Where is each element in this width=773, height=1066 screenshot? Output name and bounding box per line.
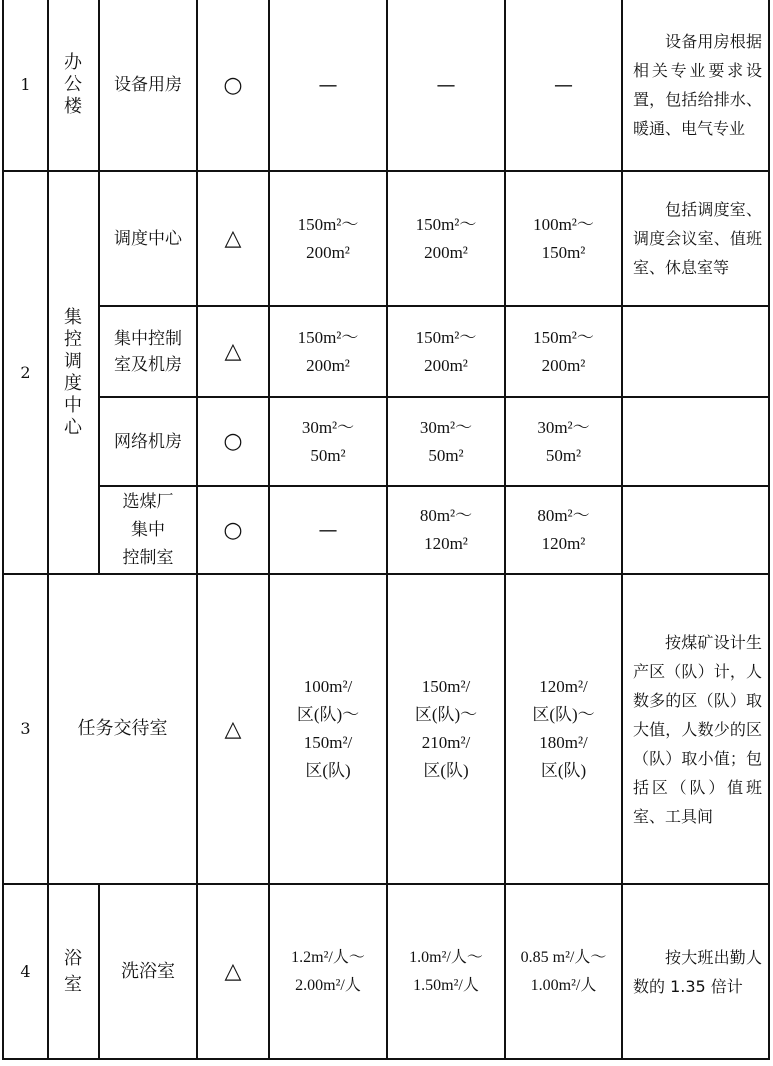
- area-value: 150m²～ 200m²: [533, 327, 594, 375]
- triangle-symbol: △: [224, 226, 242, 251]
- row-number: 2: [20, 362, 31, 382]
- room-name: 设备用房: [114, 75, 182, 95]
- area-value: 1.0m²/人～ 1.50m²/人: [409, 948, 483, 994]
- remark: 包括调度室、调度会议室、值班室、休息室等: [633, 200, 762, 277]
- area-value: 150m²～ 200m²: [415, 327, 477, 375]
- area-value: —: [318, 519, 338, 541]
- area-value: 30m²～ 50m²: [537, 417, 590, 465]
- room-name: 任务交待室: [77, 718, 168, 739]
- remark: 按煤矿设计生产区（队）计，人数多的区（队）取大值，人数少的区（队）取小值；包括区（队）值班室、工具间: [633, 632, 762, 826]
- room-name: 选煤厂 集中 控制室: [122, 492, 174, 568]
- area-value: —: [436, 74, 456, 96]
- room-name: 调度中心: [114, 228, 182, 249]
- area-value: 150m²～ 200m²: [297, 214, 359, 262]
- area-value: 150m²～ 200m²: [297, 327, 359, 375]
- grid-line: [768, 0, 770, 1060]
- room-name: 洗浴室: [121, 960, 175, 982]
- room-name: 网络机房: [114, 431, 182, 452]
- area-value: —: [318, 74, 338, 96]
- category-label: 浴 室: [64, 947, 82, 995]
- room-name: 集中控制 室及机房: [114, 328, 182, 375]
- area-value: —: [554, 74, 573, 96]
- row-number: 3: [20, 719, 31, 738]
- circle-symbol: ○: [223, 72, 243, 98]
- area-value: 30m²～ 50m²: [419, 417, 473, 465]
- area-value: 120m²/ 区(队)～ 180m²/ 区(队): [532, 677, 595, 780]
- grid-line: [47, 0, 49, 1060]
- area-value: 100m²/ 区(队)～ 150m²/ 区(队): [296, 677, 360, 780]
- area-value: 30m²～ 50m²: [301, 417, 355, 465]
- remark: 设备用房根据相关专业要求设置，包括给排水、暖通、电气专业: [633, 32, 762, 138]
- grid-line: [2, 1058, 770, 1060]
- row-number: 4: [20, 961, 31, 981]
- circle-symbol: ○: [223, 429, 243, 454]
- area-value: 1.2m²/人～ 2.00m²/人: [291, 948, 365, 994]
- area-value: 0.85 m²/人～ 1.00m²/人: [520, 948, 607, 994]
- area-value: 80m²～ 120m²: [537, 506, 590, 553]
- triangle-symbol: △: [224, 959, 242, 984]
- area-value: 100m²～ 150m²: [533, 214, 594, 262]
- area-value: 150m²/ 区(队)～ 210m²/ 区(队): [414, 677, 478, 780]
- category-label: 集 控 调 度 中 心: [64, 306, 82, 438]
- remark: 按大班出勤人数的 1.35 倍计: [633, 947, 762, 996]
- row-number: 1: [20, 75, 31, 94]
- circle-symbol: ○: [223, 517, 243, 543]
- triangle-symbol: △: [224, 716, 242, 742]
- triangle-symbol: △: [224, 339, 242, 364]
- area-value: 150m²～ 200m²: [415, 214, 477, 262]
- area-value: 80m²～ 120m²: [419, 506, 473, 553]
- category-label: 办 公 楼: [64, 52, 82, 117]
